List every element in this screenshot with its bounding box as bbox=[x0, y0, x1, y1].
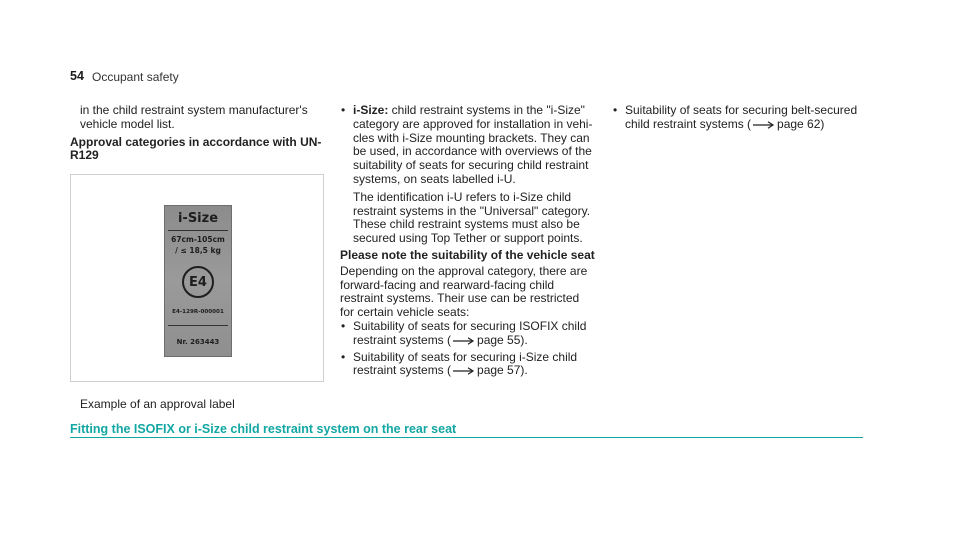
bullet-i-size bbox=[340, 104, 596, 187]
label-divider bbox=[168, 230, 228, 231]
approval-heading bbox=[70, 136, 325, 164]
bullet-isofix-suitability bbox=[340, 320, 596, 348]
approval-label-image bbox=[164, 205, 232, 357]
label-approval-number: E4-129R-000001 bbox=[172, 309, 224, 315]
approval-category-paragraph: Depending on the approval category, there are forward-facing and rearward-facing child restraint systems. Their use can be restricted for certain vehicle seats: bbox=[340, 263, 588, 320]
label-serial: Nr. 263443 bbox=[176, 338, 220, 346]
approval-label-figure bbox=[70, 174, 324, 382]
bullet-i-size-text: child restraint systems in the "i-Size" category are approved for installation in vehi-cles with i-Size mounting brackets. They can be used, in accordance with overviews of the suitability of seats for securing child restraint systems, on seats labelled i-U. bbox=[353, 103, 593, 186]
section-divider bbox=[70, 437, 863, 438]
page-number: 54 bbox=[70, 69, 84, 83]
label-divider-bottom bbox=[168, 325, 228, 326]
label-size-range: 67cm-105cm bbox=[171, 235, 225, 244]
approval-heading-line1: Approval categories in accordance with UN- bbox=[70, 134, 322, 149]
page-ref-55[interactable]: page 55). bbox=[477, 332, 528, 347]
bullet-belt-text: Suitability of seats for securing belt-secured child restraint systems ( bbox=[625, 103, 858, 131]
page-ref-62[interactable]: page 62) bbox=[777, 116, 825, 131]
section-heading: Fitting the ISOFIX or i-Size child restraint system on the rear seat bbox=[70, 422, 457, 436]
column-middle bbox=[340, 104, 596, 378]
arrow-right-icon bbox=[453, 367, 475, 375]
e-mark-icon: E4 bbox=[182, 266, 214, 298]
label-title: i-Size bbox=[177, 211, 219, 226]
bullet-belt-suitability bbox=[612, 104, 868, 132]
bullet-i-size-suitability bbox=[340, 351, 596, 379]
column-right bbox=[612, 104, 868, 132]
approval-heading-line2: R129 bbox=[70, 148, 99, 163]
page-ref-57[interactable]: page 57). bbox=[477, 363, 528, 378]
column-left bbox=[70, 104, 325, 163]
figure-caption: Example of an approval label bbox=[80, 397, 235, 411]
bullet-isofix-text: Suitability of seats for securing ISOFIX child restraint systems ( bbox=[353, 318, 587, 347]
label-weight: / ≤ 18,5 kg bbox=[175, 246, 221, 255]
i-u-explanation: The identification i-U refers to i-Size child restraint systems in the "Universal" category. These child restraint systems must also be secured using Top Tether or support points. bbox=[353, 189, 591, 246]
suitability-heading: Please note the suitability of the vehicle seat bbox=[340, 247, 595, 262]
bullet-i-size-suit-text: Suitability of seats for securing i-Size child restraint systems ( bbox=[353, 349, 578, 378]
bullet-i-size-term: i-Size: bbox=[353, 103, 389, 117]
arrow-right-icon bbox=[453, 337, 475, 345]
section-title: Occupant safety bbox=[92, 70, 179, 84]
arrow-right-icon bbox=[753, 121, 775, 129]
intro-text: in the child restraint system manufacturer's vehicle model list. bbox=[80, 103, 308, 131]
